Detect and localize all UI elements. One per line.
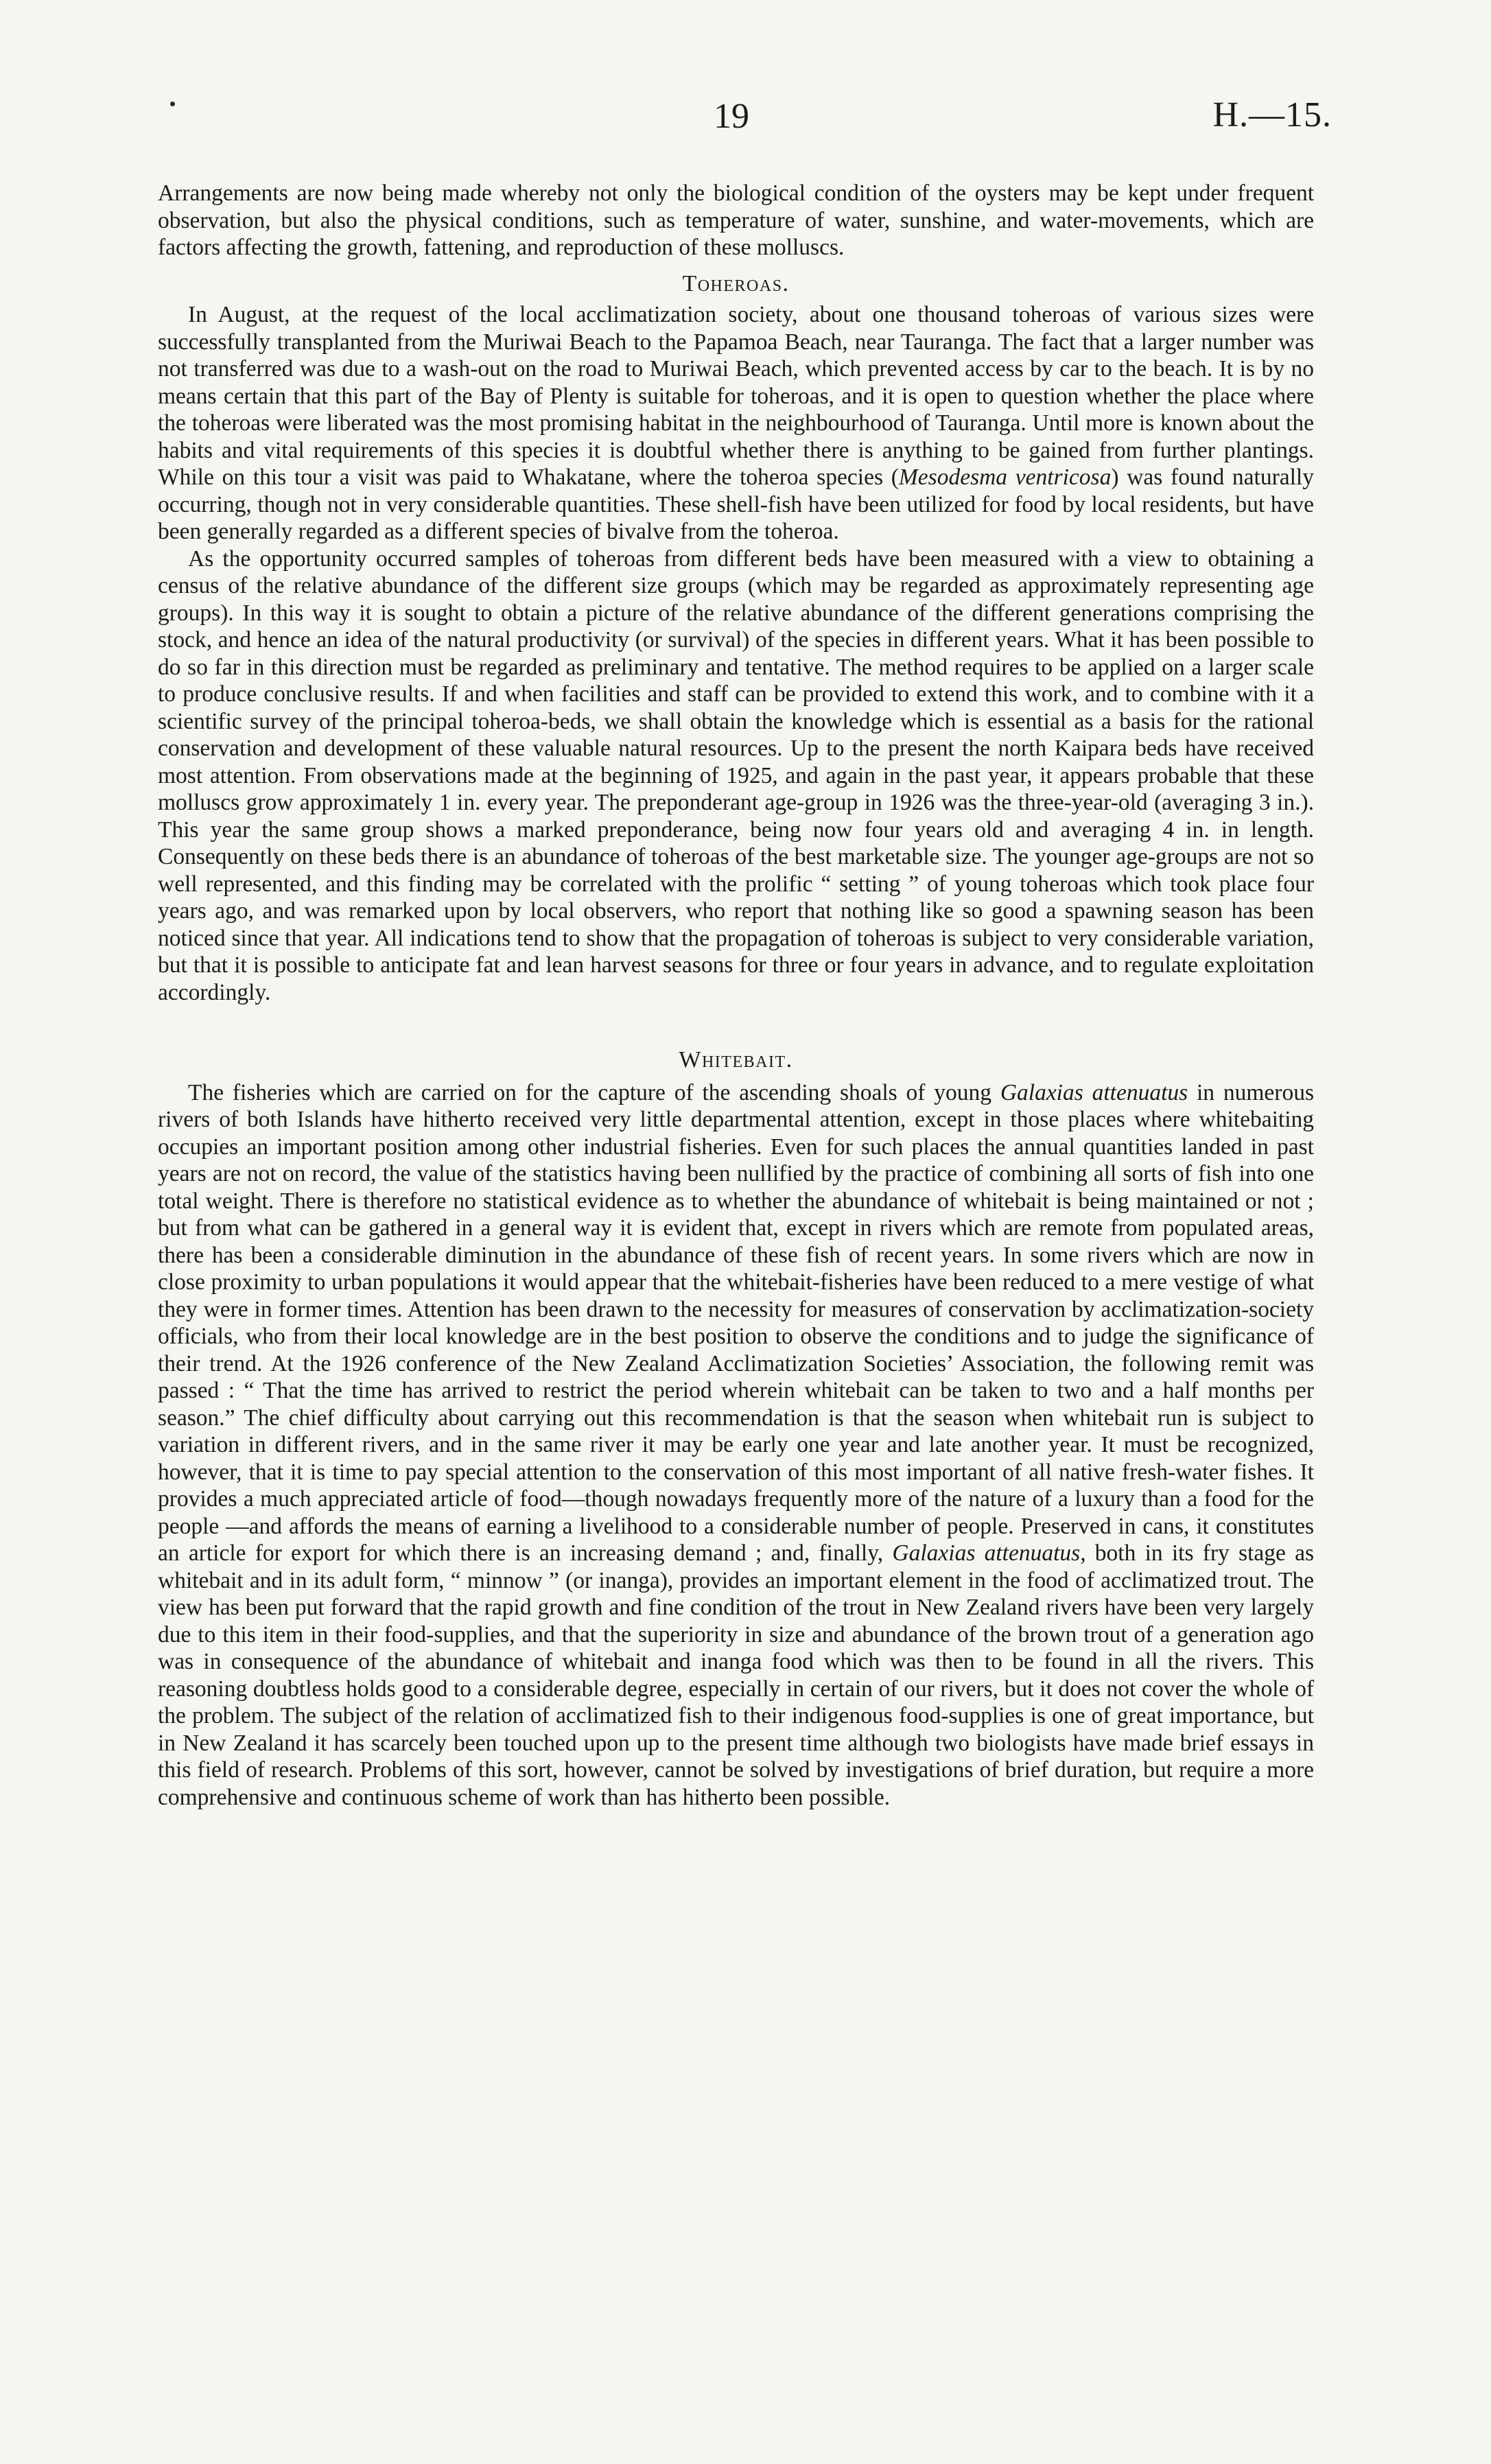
document-body xyxy=(158,180,1314,1811)
species-name-galaxias-1: Galaxias attenuatus xyxy=(1000,1079,1188,1105)
species-name-mesodesma: Mesodesma ventricosa xyxy=(898,465,1112,490)
section-heading-toheroas: Toheroas. xyxy=(682,270,790,296)
toheroas-p1-text-a: In August, at the request of the local acclimatization society, about one thousand toheroas of various sizes were successfully transplanted from the Muriwai Beach to the Papamoa Beach, near Tauranga. The fact that a larger number was not transferred was due to a wash-out on the road to Muriwai Beach, which prevented access by car to the beach. It is by no means certain that this part of the Bay of Plenty is suitable for toheroas, and it is open to question whether the place where the toheroas were liberated was the most promising habitat in the neighbourhood of Tauranga. Until more is known about the habits and vital requirements of this species it is doubtful whether there is anything to be gained from further plantings. While on this tour a visit was paid to Whakatane, where the toheroa species ( xyxy=(158,302,1314,490)
whitebait-text-2: in numerous rivers of both Islands have hitherto received very little departmental attention, except in those places where whitebaiting occupies an important position among other industrial fisheries. Even for such places the annual quantities landed in past years are not on record, the value of the statistics having been nullified by the practice of combining all sorts of fish into one total weight. There is therefore no statistical evidence as to whether the abundance of whitebait is being maintained or not ; but from what can be gathered in a general way it is evident that, except in rivers which are remote from populated areas, there has been a considerable diminution in the abundance of these fish of recent years. In some rivers which are now in close proximity to urban populations it would appear that the whitebait-fisheries have been reduced to a mere vestige of what they were in former times. Attention has been drawn to the necessity for measures of conservation by acclimatization-society officials, who from their local knowledge are in the best position to observe the conditions and to judge the significance of their trend. At the 1926 conference of the New Zealand Acclimatization Societies’ Association, the following remit was passed : “ That the time has arrived to restrict the period wherein whitebait can be taken to two and a half months per season.” The chief difficulty about carrying out this recommendation is that the season when whitebait run is subject to variation in different rivers, and in the same river it may be early one year and late another year. It must be recognized, however, that it is time to pay special attention to the conservation of this most important of all native fresh-water fishes. It provides a much appreciated article of food—though nowadays frequently more of the nature of a luxury than a food for the people —and affords the means of earning a livelihood to a considerable number of people. Preserved in cans, it constitutes an article for export for which there is an increasing demand ; and, finally, xyxy=(158,1079,1314,1566)
intro-paragraph: Arrangements are now being made whereby not only the biological condition of the oysters may be kept under frequent observation, but also the physical conditions, such as temperature of water, sunshine, and water-movements, which are factors affecting the growth, fattening, and reproduction of these molluscs. xyxy=(158,180,1314,260)
toheroas-p1-text-b: ) was found naturally occurring, though not in very considerable quantities. These shell-fish have been utilized for food by local residents, but have been generally regarded as a different species of bivalve from the toheroa. xyxy=(158,465,1314,544)
toheroas-paragraph-2: As the opportunity occurred samples of toheroas from different beds have been measured with a view to obtaining a census of the relative abundance of the different size groups (which may be regarded as approximately representing age groups). In this way it is sought to obtain a picture of the relative abundance of the different generations comprising the stock, and hence an idea of the natural productivity (or survival) of the species in different years. What it has been possible to do so far in this direction must be regarded as preliminary and tentative. The method requires to be applied on a larger scale to produce conclusive results. If and when facilities and staff can be provided to extend this work, and to combine with it a scientific survey of the principal toheroa-beds, we shall obtain the knowledge which is essential as a basis for the rational conservation and development of these valuable natural resources. Up to the present the north Kaipara beds have received most attention. From observations made at the beginning of 1925, and again in the past year, it appears probable that these molluscs grow approximately 1 in. every year. The preponderant age-group in 1926 was the three-year-old (averaging 3 in.). This year the same group shows a marked preponderance, being now four years old and averaging 4 in. in length. Consequently on these beds there is an abundance of toheroas of the best marketable size. The younger age-groups are not so well represented, and this finding may be correlated with the prolific “ setting ” of young toheroas which took place four years ago, and was remarked upon by local observers, who report that nothing like so good a spawning season has been noticed since that year. All indications tend to show that the propagation of toheroas is subject to very considerable variation, but that it is possible to anticipate fat and lean harvest seasons for three or four years in advance, and to regulate exploitation accordingly. xyxy=(158,545,1314,1005)
species-name-galaxias-2: Galaxias attenuatus xyxy=(892,1540,1081,1566)
page-mark-dot xyxy=(170,102,175,106)
toheroas-paragraph-1 xyxy=(158,301,1314,545)
document-reference: H.—15. xyxy=(1212,95,1332,134)
whitebait-paragraph xyxy=(158,1079,1314,1811)
whitebait-text-3: , both in its fry stage as whitebait and in its adult form, “ minnow ” (or inanga), provides an important element in the food of acclimatized trout. The view has been put forward that the rapid growth and fine condition of the trout in New Zealand rivers have been very largely due to this item in their food-supplies, and that the superiority in size and abundance of the brown trout of a generation ago was in consequence of the abundance of whitebait and inanga food which was then to be found in all the rivers. This reasoning doubtless holds good to a considerable degree, especially in certain of our rivers, but it does not cover the whole of the problem. The subject of the relation of acclimatized fish to their indigenous food-supplies is one of great importance, but in New Zealand it has scarcely been touched upon up to the present time although two biologists have made brief essays in this field of research. Problems of this sort, however, cannot be solved by investigations of brief duration, but require a more comprehensive and continuous scheme of work than has hitherto been possible. xyxy=(158,1540,1314,1810)
whitebait-text-1: The fisheries which are carried on for the capture of the ascending shoals of young xyxy=(188,1079,1000,1105)
page-number: 19 xyxy=(714,97,749,136)
section-heading-whitebait: Whitebait. xyxy=(679,1047,793,1072)
